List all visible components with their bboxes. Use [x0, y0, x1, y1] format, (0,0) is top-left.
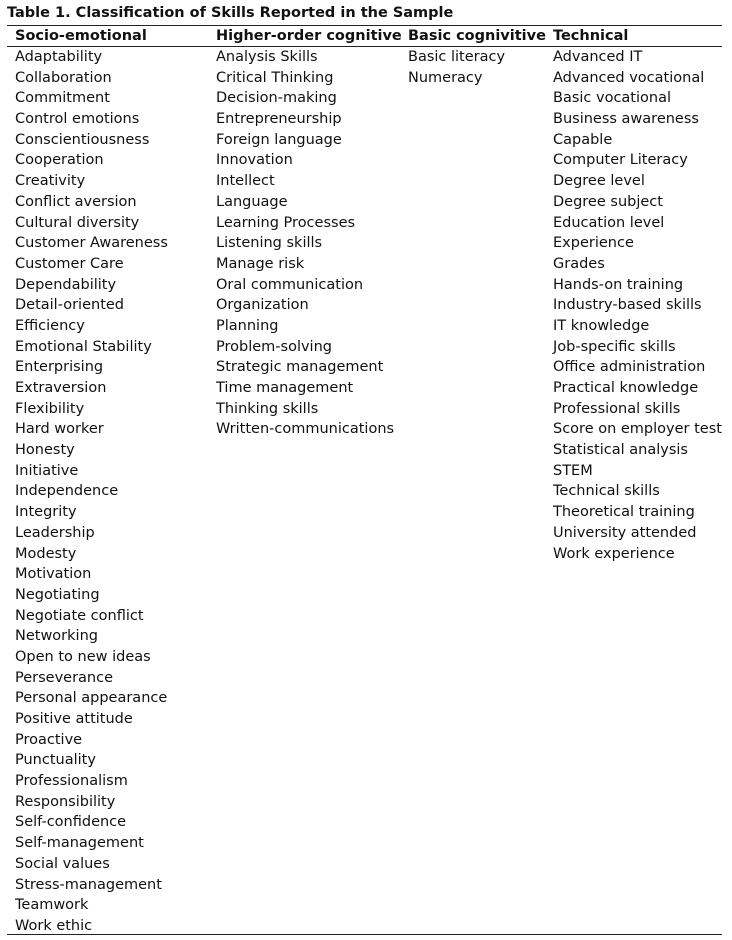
table-cell: Decision-making [216, 90, 337, 107]
table-cell: Degree level [553, 173, 645, 190]
table-cell: Stress-management [15, 876, 162, 893]
column-list [216, 47, 402, 440]
table-cell: Self-management [15, 835, 144, 852]
table-cell: Creativity [15, 173, 86, 190]
table-cell: Language [216, 193, 288, 210]
table-cell: Detail-oriented [15, 297, 124, 314]
table-cell: Customer Care [15, 255, 124, 272]
column-basic-cognitive [408, 26, 546, 88]
table-cell: Dependability [15, 276, 117, 293]
table-cell: Extraversion [15, 380, 107, 396]
table-cell: Education level [553, 214, 665, 231]
table-cell: Capable [553, 131, 613, 148]
table-cell: Responsibility [15, 793, 116, 810]
table-cell: Independence [15, 483, 119, 500]
table-cell: Initiative [15, 462, 79, 479]
table-cell: Self-confidence [15, 814, 127, 831]
table-cell: Emotional Stability [15, 338, 152, 355]
table-cell: Punctuality [15, 752, 96, 769]
table-cell: Work ethic [15, 917, 93, 934]
table-cell: Advanced IT [553, 49, 643, 65]
table-cell: Hard worker [15, 421, 104, 438]
table-cell: Adaptability [15, 49, 103, 65]
skills-table [7, 25, 722, 935]
table-cell: Learning Processes [216, 214, 356, 231]
table-cell: Numeracy [408, 69, 483, 86]
table-cell: Degree subject [553, 193, 663, 210]
table-cell: STEM [553, 462, 593, 479]
table-cell: Flexibility [15, 400, 85, 417]
table-cell: Listening skills [216, 235, 323, 252]
table-cell: Theoretical training [553, 504, 695, 521]
table-cell: IT knowledge [553, 317, 650, 334]
table-cell: Proactive [15, 731, 83, 748]
table-cell: Analysis Skills [216, 49, 318, 65]
table-cell: Cultural diversity [15, 214, 140, 231]
table-cell: Social values [15, 855, 110, 872]
table-cell: Oral communication [216, 276, 364, 293]
column-technical [553, 26, 722, 564]
table-cell: Perseverance [15, 669, 114, 686]
table-cell: Advanced vocational [553, 69, 705, 86]
table-cell: Collaboration [15, 69, 112, 86]
table-cell: Conscientiousness [15, 131, 150, 148]
table-cell: Honesty [15, 442, 75, 459]
table-cell: Professionalism [15, 773, 128, 790]
table-cell: Innovation [216, 152, 293, 169]
column-list [408, 47, 546, 88]
table-cell: Control emotions [15, 111, 140, 128]
table-cell: Grades [553, 255, 605, 272]
table-cell: Teamwork [15, 897, 89, 914]
table-cell: Experience [553, 235, 634, 252]
column-header: Basic cognivitive [408, 28, 546, 44]
column-header: Technical [553, 28, 629, 44]
table-cell: Organization [216, 297, 309, 314]
table-cell: Open to new ideas [15, 648, 151, 665]
table-cell: Work experience [553, 545, 675, 562]
table-cell: Computer Literacy [553, 152, 688, 169]
table-cell: Motivation [15, 566, 92, 583]
column-header: Socio-emotional [15, 28, 147, 44]
table-cell: Customer Awareness [15, 235, 168, 252]
table-cell: Enterprising [15, 359, 104, 376]
table-cell: Time management [216, 380, 354, 396]
table-caption: Table 1. Classification of Skills Reported in the Sample [7, 5, 454, 21]
table-cell: Written-communications [216, 421, 395, 438]
table-cell: Hands-on training [553, 276, 684, 293]
table-cell: Professional skills [553, 400, 681, 417]
table-cell: Score on employer test [553, 421, 722, 438]
table-cell: Intellect [216, 173, 275, 190]
table-cell: Efficiency [15, 317, 85, 334]
table-cell: Entrepreneurship [216, 111, 342, 128]
table-cell: Job-specific skills [553, 338, 676, 355]
table-cell: Technical skills [553, 483, 660, 500]
table-cell: Basic literacy [408, 49, 506, 65]
table-cell: Office administration [553, 359, 706, 376]
table-cell: Problem-solving [216, 338, 332, 355]
table-cell: Statistical analysis [553, 442, 688, 459]
table-cell: Negotiating [15, 586, 100, 603]
table-cell: Business awareness [553, 111, 699, 128]
column-higher-order-cognitive [216, 26, 402, 440]
table-cell: Critical Thinking [216, 69, 334, 86]
table-cell: Networking [15, 628, 98, 645]
table-cell: Basic vocational [553, 90, 671, 107]
table-cell: University attended [553, 524, 697, 541]
table-cell: Positive attitude [15, 711, 133, 727]
table-cell: Conflict aversion [15, 193, 137, 210]
table-cell: Strategic management [216, 359, 384, 376]
table-cell: Planning [216, 317, 279, 334]
table-cell: Leadership [15, 524, 95, 541]
table-cell: Negotiate conflict [15, 607, 144, 624]
table-cell: Foreign language [216, 131, 342, 148]
table-cell: Modesty [15, 545, 77, 562]
column-list [553, 47, 722, 564]
table-cell: Cooperation [15, 152, 104, 169]
table-cell: Manage risk [216, 255, 305, 272]
column-header: Higher-order cognitive [216, 28, 402, 44]
table-cell: Thinking skills [216, 400, 319, 417]
table-cell: Integrity [15, 504, 77, 521]
table-cell: Practical knowledge [553, 380, 699, 396]
table-cell: Industry-based skills [553, 297, 702, 314]
table-cell: Commitment [15, 90, 110, 107]
column-socio-emotional [15, 26, 168, 937]
table-cell: Personal appearance [15, 690, 168, 707]
column-list [15, 47, 168, 937]
